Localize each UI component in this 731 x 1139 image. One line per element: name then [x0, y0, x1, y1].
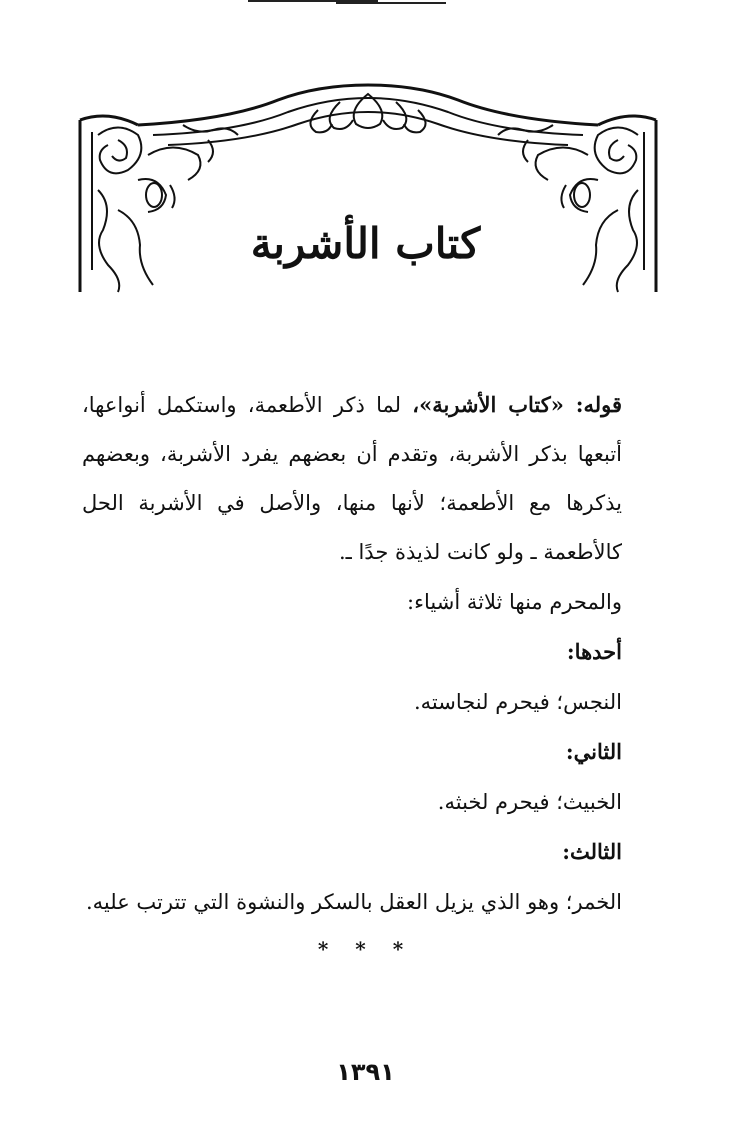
page-body	[82, 380, 622, 927]
item-text-2: الخبيث؛ فيحرم لخبثه.	[437, 790, 622, 814]
section-separator: * * *	[317, 937, 414, 961]
summary-line: والمحرم منها ثلاثة أشياء:	[407, 590, 622, 614]
intro-lead: قوله: «كتاب الأشربة»،	[412, 392, 623, 417]
intro-paragraph	[82, 380, 622, 577]
item-text-1: النجس؛ فيحرم لنجاسته.	[413, 690, 622, 714]
top-rule-2	[336, 2, 446, 4]
page-number: ١٣٩١	[336, 1058, 395, 1086]
intro-text: لما ذكر الأطعمة، واستكمل أنواعها، أتبعها بذكر الأشربة، وتقدم أن بعضهم يفرد الأشربة، وبعضهم يذكرها مع الأطعمة؛ لأنها منها، والأصل في الأشربة الحل كالأطعمة ـ ولو كانت لذيذة جدًا ـ.	[82, 393, 622, 564]
item-heading-2: الثاني:	[565, 739, 622, 764]
item-heading-1: أحدها:	[566, 639, 622, 664]
item-heading-3: الثالث:	[562, 839, 622, 864]
item-text-3: الخمر؛ وهو الذي يزيل العقل بالسكر والنشوة التي تترتب عليه.	[85, 890, 622, 914]
chapter-title: كتاب الأشربة	[250, 219, 481, 268]
